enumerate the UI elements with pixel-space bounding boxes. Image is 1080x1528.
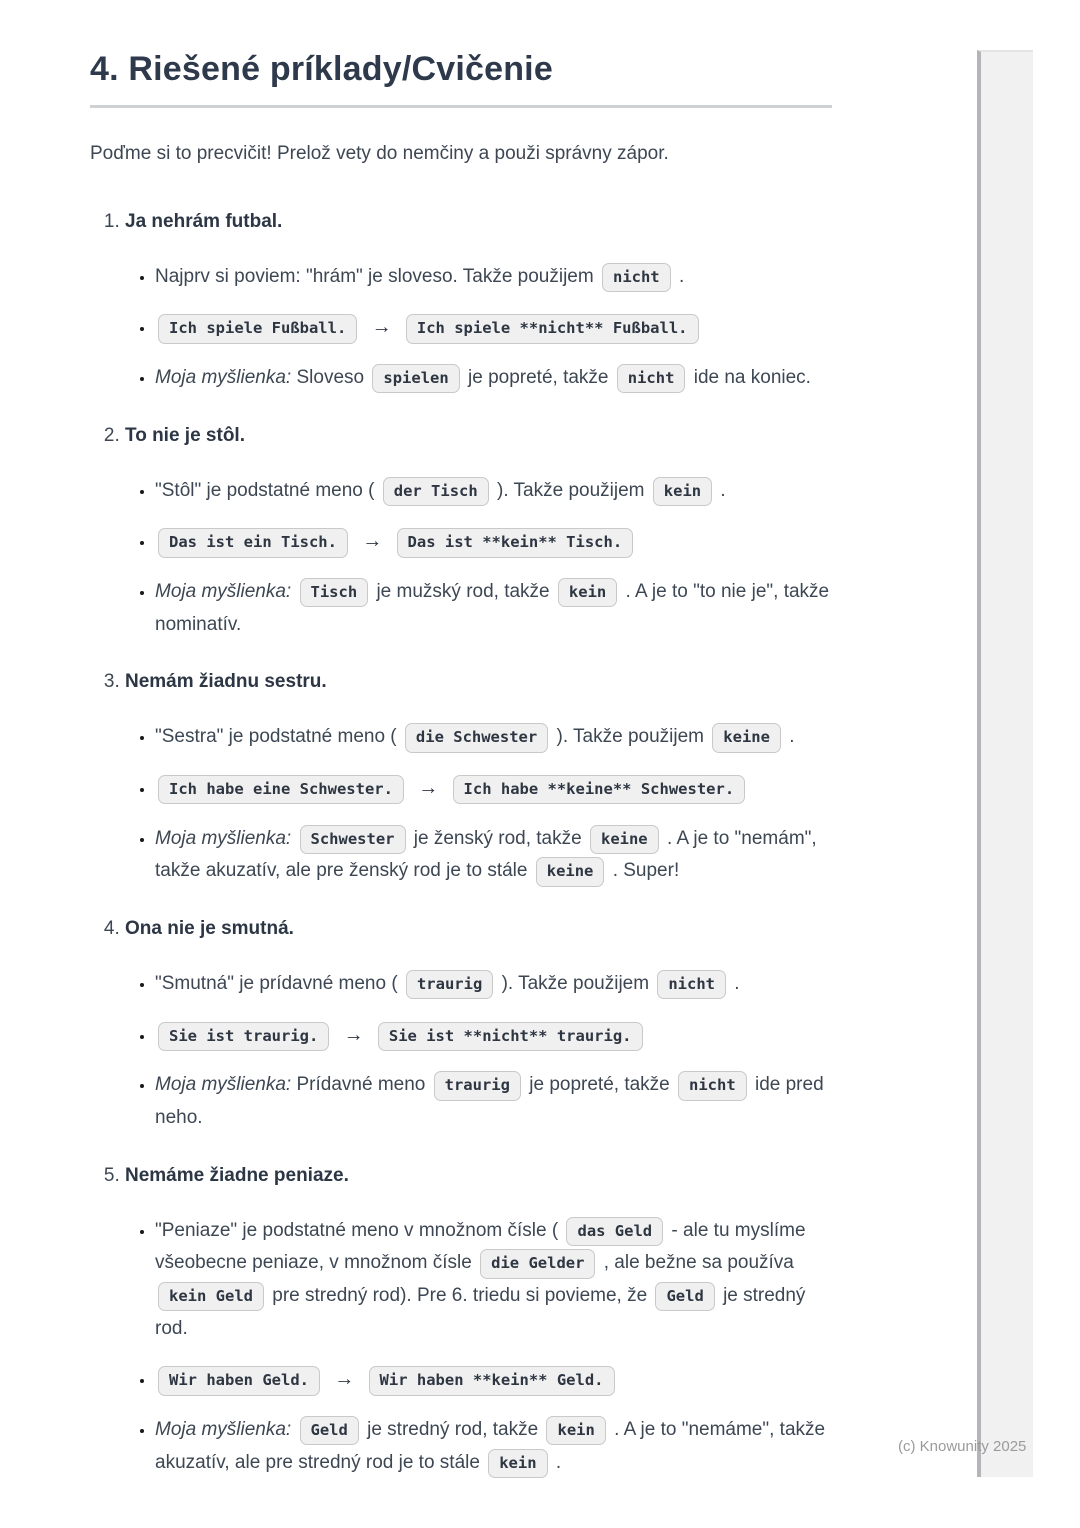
code-chip: kein <box>653 477 712 506</box>
bullet-text: je mužský rod, takže <box>376 580 550 602</box>
bullet-text: Najprv si poviem: "hrám" je sloveso. Takže použijem <box>155 265 594 287</box>
bullet-text: . <box>734 972 740 994</box>
code-chip: kein <box>558 578 617 607</box>
code-chip: keine <box>536 857 605 886</box>
bullet-text: - ale tu myslíme všeobecne peniaze, v množnom čísle <box>155 1219 806 1274</box>
exercise-heading: Nemáme žiadne peniaze. <box>125 1164 349 1186</box>
bullet-item <box>155 524 832 559</box>
footer-credit: (c) Knowunity 2025 <box>898 1438 1027 1455</box>
bullet-text: , ale bežne sa používa <box>603 1252 794 1274</box>
code-chip: nicht <box>678 1071 747 1100</box>
code-chip: Wir haben Geld. <box>158 1366 320 1395</box>
bullet-item <box>155 261 832 294</box>
arrow-icon: → <box>362 530 383 553</box>
bullet-text: ). Takže použijem <box>556 726 705 748</box>
code-chip: Ich habe eine Schwester. <box>158 775 404 804</box>
scrollbar-track[interactable] <box>977 50 1033 1477</box>
arrow-icon: → <box>371 316 392 339</box>
exercise-heading: To nie je stôl. <box>125 424 245 446</box>
code-chip: die Gelder <box>480 1249 595 1278</box>
code-chip: nicht <box>657 970 726 999</box>
bullet-text: . <box>555 1451 562 1473</box>
bullet-item <box>155 1215 832 1346</box>
code-chip: keine <box>712 723 781 752</box>
exercise-item <box>125 918 832 1135</box>
code-chip: Das ist ein Tisch. <box>158 528 348 557</box>
bullet-text: . Super! <box>612 860 680 882</box>
page-content <box>90 50 832 1509</box>
bullet-text: "Sestra" je podstatné meno ( <box>155 726 397 748</box>
bullet-text: . <box>789 726 795 748</box>
exercise-heading: Nemám žiadnu sestru. <box>125 671 327 693</box>
exercise-item <box>125 1165 832 1480</box>
bullet-text: "Smutná" je prídavné meno ( <box>155 972 398 994</box>
bullet-text: ). Takže použijem <box>497 479 645 501</box>
bullet-item <box>155 362 832 395</box>
bullet-lead-label: Moja myšlienka: <box>155 580 292 602</box>
code-chip: spielen <box>372 364 459 393</box>
bullet-text: je ženský rod, takže <box>413 827 582 849</box>
exercise-item <box>125 211 832 395</box>
bullet-item <box>155 721 832 754</box>
bullet-text: je popreté, takže <box>529 1074 670 1096</box>
bullet-item <box>155 823 832 888</box>
bullet-text: Sloveso <box>296 366 365 388</box>
bullet-text: . <box>678 265 685 287</box>
bullet-item <box>155 771 832 806</box>
bullet-item <box>155 1069 832 1134</box>
code-chip: traurig <box>406 970 493 999</box>
bullet-list <box>125 1215 832 1480</box>
code-chip: traurig <box>434 1071 521 1100</box>
bullet-lead-label: Moja myšlienka: <box>155 1418 292 1440</box>
code-chip: kein Geld <box>158 1282 264 1311</box>
bullet-item <box>155 576 832 641</box>
code-chip: keine <box>590 825 659 854</box>
bullet-text: . A je to "nemám", takže akuzatív, ale pre ženský rod je to stále <box>155 827 817 882</box>
bullet-text: . <box>720 479 726 501</box>
code-chip: das Geld <box>566 1217 663 1246</box>
bullet-lead-label: Moja myšlienka: <box>155 1074 292 1096</box>
bullet-text: ide na koniec. <box>693 366 811 388</box>
code-chip: Geld <box>655 1282 714 1311</box>
code-chip: nicht <box>602 263 671 292</box>
exercise-item <box>125 425 832 642</box>
bullet-text: "Peniaze" je podstatné meno v množnom čísle ( <box>155 1219 559 1241</box>
bullet-text: . A je to "nemáme", takže akuzatív, ale pre stredný rod je to stále <box>155 1418 826 1473</box>
code-chip: Ich spiele Fußball. <box>158 314 357 343</box>
code-chip: der Tisch <box>383 477 489 506</box>
bullet-item <box>155 1362 832 1397</box>
bullet-item <box>155 310 832 345</box>
exercise-item <box>125 671 832 888</box>
code-chip: Das ist **kein** Tisch. <box>397 528 634 557</box>
bullet-text: Prídavné meno <box>296 1074 426 1096</box>
bullet-lead-label: Moja myšlienka: <box>155 827 292 849</box>
bullet-lead-label: Moja myšlienka: <box>155 366 292 388</box>
code-chip: Wir haben **kein** Geld. <box>369 1366 615 1395</box>
intro-text: Poďme si to precvičit! Prelož vety do nemčiny a použi správny zápor. <box>90 143 669 164</box>
code-chip: Sie ist **nicht** traurig. <box>378 1022 643 1051</box>
arrow-icon: → <box>418 776 439 799</box>
bullet-item <box>155 968 832 1001</box>
bullet-list <box>125 475 832 642</box>
bullet-text: ). Takže použijem <box>501 972 650 994</box>
code-chip: Geld <box>300 1416 359 1445</box>
bullet-item <box>155 1018 832 1053</box>
code-chip: kein <box>546 1416 605 1445</box>
bullet-list <box>125 721 832 888</box>
bullet-list <box>125 261 832 395</box>
bullet-text: pre stredný rod). Pre 6. triedu si povieme, že <box>272 1284 648 1306</box>
code-chip: Sie ist traurig. <box>158 1022 329 1051</box>
bullet-text: je popreté, takže <box>468 366 609 388</box>
bullet-text: . A je to "to nie je", takže nominatív. <box>155 580 830 635</box>
bullet-text: je stredný rod. <box>155 1284 806 1339</box>
code-chip: die Schwester <box>405 723 548 752</box>
bullet-text: je stredný rod, takže <box>367 1418 539 1440</box>
bullet-item <box>155 475 832 508</box>
code-chip: Schwester <box>300 825 406 854</box>
exercise-heading: Ja nehrám futbal. <box>125 210 283 232</box>
bullet-text: ide pred neho. <box>155 1074 824 1128</box>
exercise-heading: Ona nie je smutná. <box>125 917 294 939</box>
code-chip: kein <box>488 1449 547 1478</box>
bullet-text: "Stôl" je podstatné meno ( <box>155 479 375 501</box>
exercise-list <box>90 211 832 1480</box>
code-chip: Ich habe **keine** Schwester. <box>453 775 746 804</box>
arrow-icon: → <box>334 1368 355 1391</box>
code-chip: Ich spiele **nicht** Fußball. <box>406 314 699 343</box>
code-chip: Tisch <box>300 578 369 607</box>
code-chip: nicht <box>617 364 686 393</box>
page-title: 4. Riešené príklady/Cvičenie <box>90 50 832 108</box>
bullet-list <box>125 968 832 1135</box>
arrow-icon: → <box>343 1023 364 1046</box>
bullet-item <box>155 1414 832 1479</box>
